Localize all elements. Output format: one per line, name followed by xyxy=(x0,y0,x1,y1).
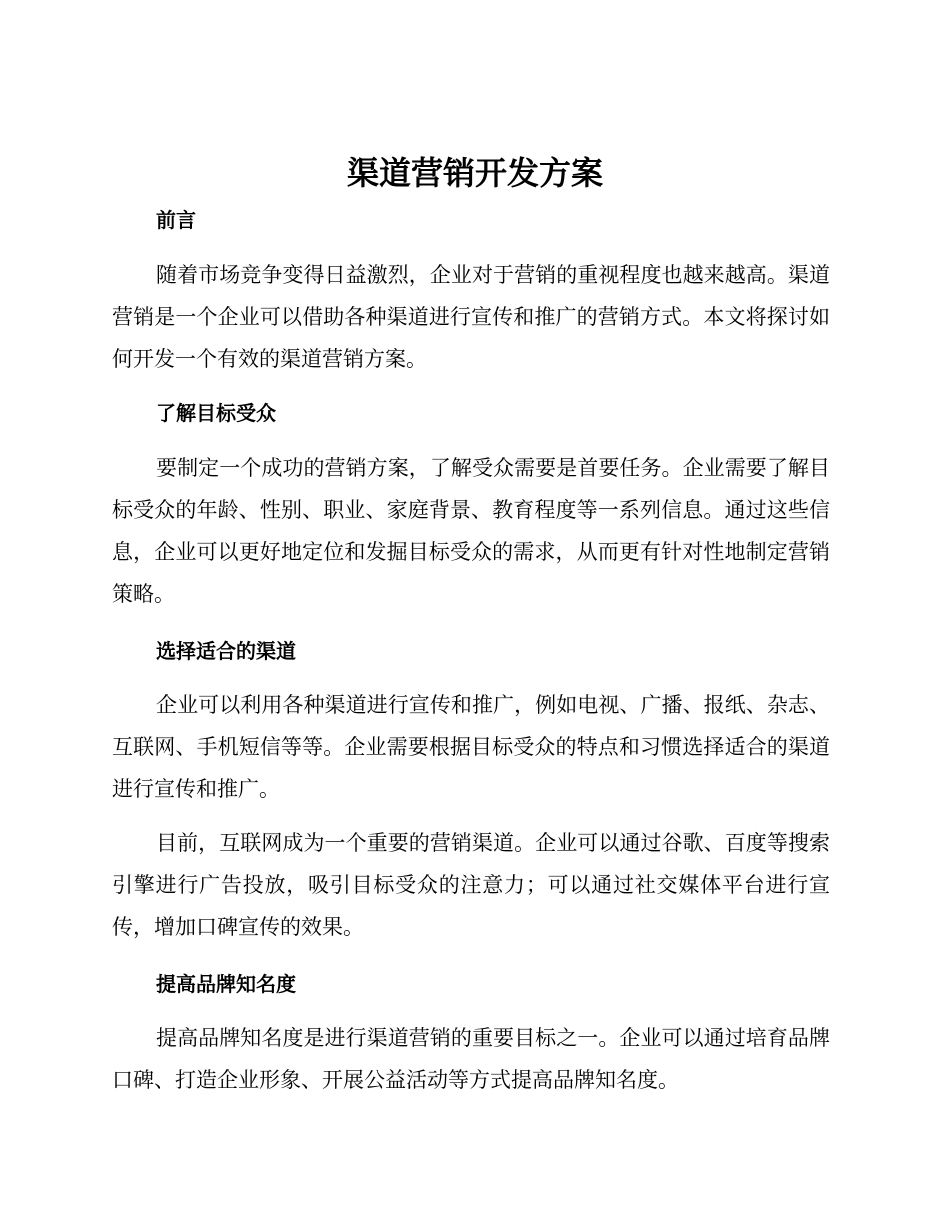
paragraph-brand: 提高品牌知名度是进行渠道营销的重要目标之一。企业可以通过培育品牌口碑、打造企业形象、开展公益活动等方式提高品牌知名度。 xyxy=(112,1026,830,1092)
section-heading-preface: 前言 xyxy=(156,208,196,232)
paragraph-preface: 随着市场竞争变得日益激烈，企业对于营销的重视程度也越来越高。渠道营销是一个企业可以借助各种渠道进行宣传和推广的营销方式。本文将探讨如何开发一个有效的渠道营销方案。 xyxy=(112,263,830,371)
paragraph-channels-1: 企业可以利用各种渠道进行宣传和推广，例如电视、广播、报纸、杂志、互联网、手机短信等等。企业需要根据目标受众的特点和习惯选择适合的渠道进行宣传和推广。 xyxy=(112,693,830,801)
paragraph-channels-2: 目前，互联网成为一个重要的营销渠道。企业可以通过谷歌、百度等搜索引擎进行广告投放，吸引目标受众的注意力；可以通过社交媒体平台进行宣传，增加口碑宣传的效果。 xyxy=(112,831,830,939)
section-heading-brand: 提高品牌知名度 xyxy=(156,972,296,996)
paragraph-audience: 要制定一个成功的营销方案，了解受众需要是首要任务。企业需要了解目标受众的年龄、性别、职业、家庭背景、教育程度等一系列信息。通过这些信息，企业可以更好地定位和发掘目标受众的需求，从而更有针对性地制定营销策略。 xyxy=(112,456,830,606)
section-heading-channels: 选择适合的渠道 xyxy=(156,639,296,663)
section-heading-audience: 了解目标受众 xyxy=(156,401,276,425)
document-title: 渠道营销开发方案 xyxy=(346,154,603,192)
